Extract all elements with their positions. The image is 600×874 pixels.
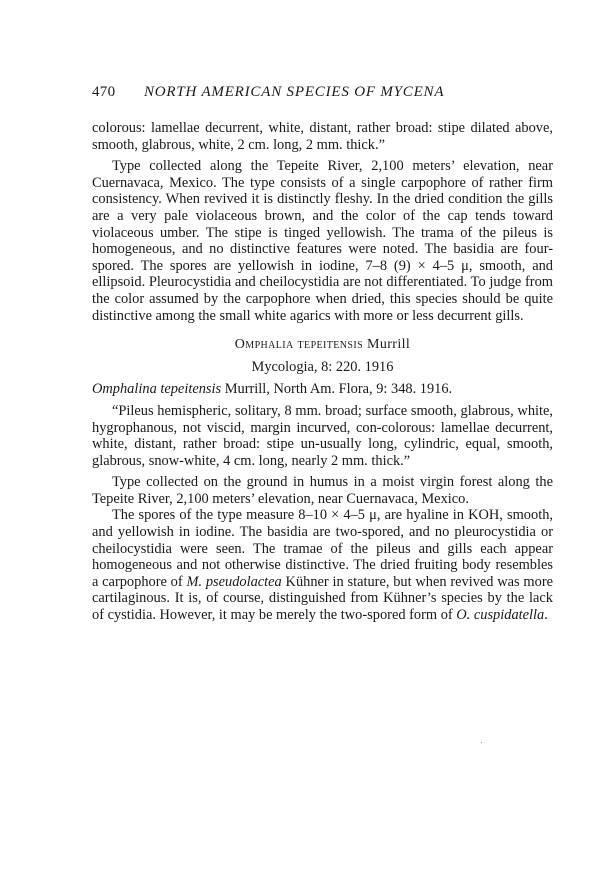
- paragraph-continued-description: colorous: lamellae decurrent, white, distant, rather broad: stipe dilated above, smooth, glabrous, white, 2 cm. long, 2 mm. thick.”: [92, 120, 553, 153]
- species-citation: Mycologia, 8: 220. 1916: [251, 358, 394, 375]
- page-number: 470: [92, 84, 116, 100]
- paragraph-quoted-description: “Pileus hemispheric, solitary, 8 mm. broad; surface smooth, glabrous, white, hygrophanous, not viscid, margin incurved, con-colorous: lamellae decurrent, white, distant, rather broad: stipe un-usually long, cylindric, equal, smooth, glabrous, snow-white, 4 cm. long, nearly 2 mm. thick.”: [92, 402, 553, 469]
- paragraph-microscopic-notes: [92, 507, 553, 623]
- notes-text-2: Kühner in stature, but when revived was more cartilaginous. It is, of course, distinguished from Kühner’s species by the lack of cystidia. However, it may be merely the two-spored form of: [92, 573, 554, 624]
- paragraph-type-notes: Type collected along the Tepeite River, 2,100 meters’ elevation, near Cuernavaca, Mexico. The type consists of a single carpophore of rather firm consistency. When revived it is distinctly fleshy. In the dried condition the gills are a very pale violaceous brown, and the color of the cap tends toward violaceous umber. The stipe is tinged yellowish. The trama of the pileus is homogeneous, and no distinctive features were noted. The basidia are four-spored. The spores are yellowish in iodine, 7–8 (9) × 4–5 μ, smooth, and ellipsoid. Pleurocystidia and cheilocystidia are not differentiated. To judge from the color assumed by the carpophore when dried, this species should be quite distinctive among the small white agarics with more or less decurrent gills.: [92, 158, 553, 324]
- synonym-line: [92, 381, 553, 398]
- species-author: Murrill: [366, 337, 411, 353]
- page-body: [92, 120, 553, 624]
- running-title: NORTH AMERICAN SPECIES OF MYCENA: [144, 84, 445, 100]
- notes-text-end: .: [544, 607, 548, 624]
- paragraph-type-locality: Type collected on the ground in humus in a moist virgin forest along the Tepeite River, 2,100 meters’ elevation, near Cuernavaca, Mexico.: [92, 474, 553, 507]
- species-genus: Omphalia: [234, 337, 294, 353]
- species-ref-cuspidatella: O. cuspidatella: [456, 607, 545, 624]
- notes-text-1: The spores of the type measure 8–10 × 4–5 μ, are hyaline in KOH, smooth, and yellowish in iodine. The basidia are two-spored, and no pleurocystidia or cheilocystidia were seen. The tramae of the pileus and gills each appear homogeneous and not otherwise distinctive. The dried fruiting body resembles a carpophore of: [92, 507, 553, 590]
- species-ref-pseudolactea: M. pseudolactea: [186, 573, 282, 590]
- species-heading: [92, 337, 553, 354]
- scan-speck: [481, 742, 482, 743]
- synonym-name: Omphalina tepeitensis: [92, 381, 222, 398]
- synonym-reference: Murrill, North Am. Flora, 9: 348. 1916.: [221, 381, 453, 398]
- running-header: [92, 84, 553, 101]
- species-epithet: tepeitensis: [297, 337, 364, 353]
